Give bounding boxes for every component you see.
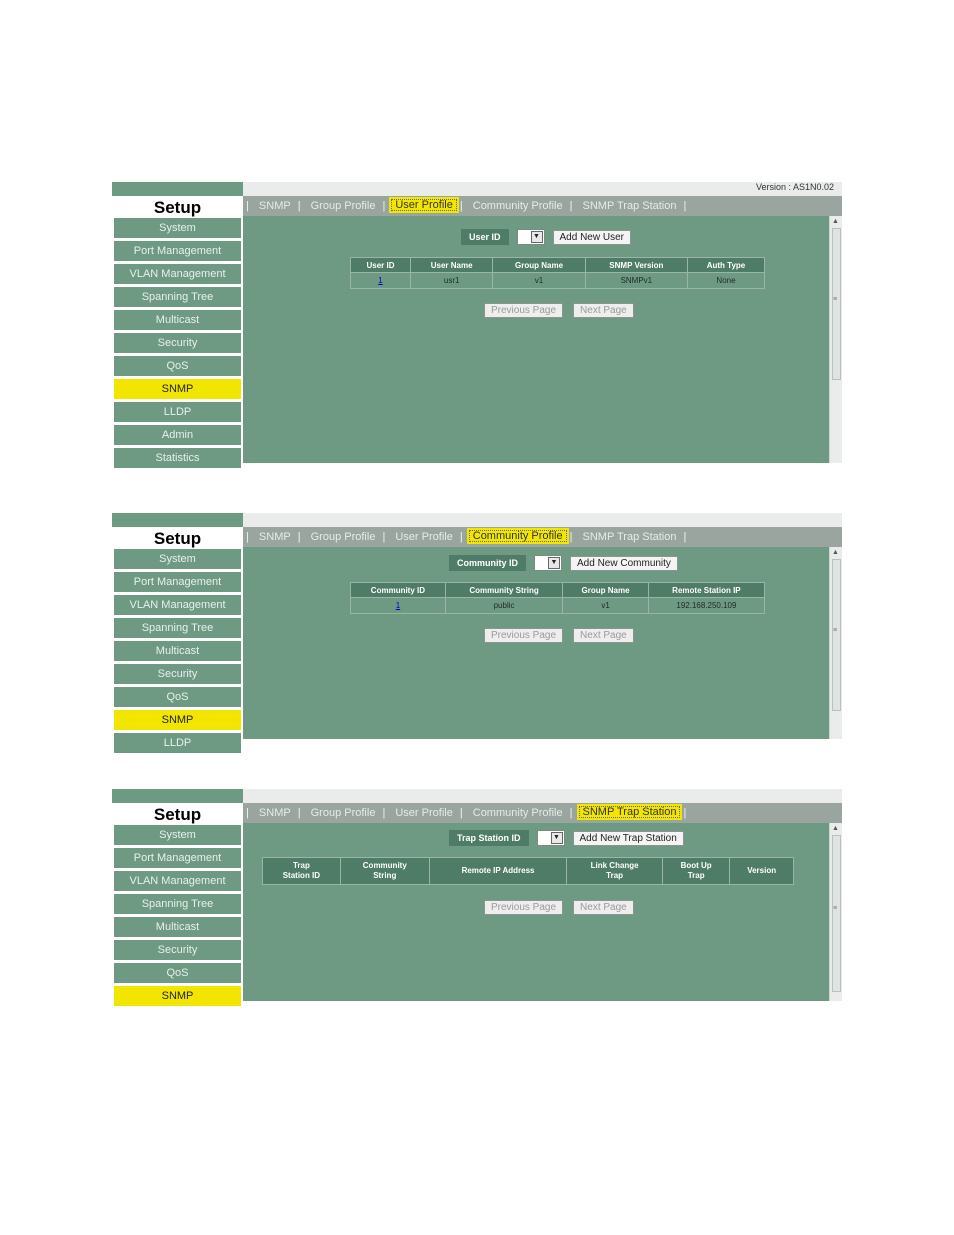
sidebar-item-vlan-management[interactable]: VLAN Management (114, 595, 241, 615)
user-id-select[interactable] (517, 229, 545, 245)
sidebar-item-qos[interactable]: QoS (114, 963, 241, 983)
table-row (351, 598, 765, 614)
sidebar-item-port-management[interactable]: Port Management (114, 241, 241, 261)
sidebar-item-multicast[interactable]: Multicast (114, 310, 241, 330)
top-strip (112, 513, 842, 527)
user-id-link[interactable]: 1 (378, 276, 383, 285)
community-table (350, 582, 765, 614)
scrollbar[interactable] (829, 547, 842, 739)
sidebar-item-admin[interactable]: Admin (114, 425, 241, 445)
community-id-label: Community ID (449, 555, 526, 571)
table-cell: public (445, 598, 562, 614)
sidebar-item-qos[interactable]: QoS (114, 687, 241, 707)
column-header: Remote IP Address (429, 858, 567, 885)
pager (484, 900, 634, 915)
user-id-label: User ID (461, 229, 509, 245)
sidebar-item-spanning-tree[interactable]: Spanning Tree (114, 618, 241, 638)
scroll-thumb[interactable] (832, 835, 841, 992)
panel-community-profile (112, 513, 842, 749)
sidebar-item-lldp[interactable]: LLDP (114, 733, 241, 753)
scroll-thumb[interactable] (832, 228, 841, 380)
top-strip (112, 789, 842, 803)
table-cell: v1 (563, 598, 649, 614)
chevron-down-icon: ▼ (548, 557, 560, 569)
sidebar (112, 196, 243, 463)
sidebar-item-system[interactable]: System (114, 825, 241, 845)
sidebar-title: Setup (112, 527, 243, 549)
tab-snmp[interactable]: SNMP (258, 531, 291, 543)
column-header: User ID (351, 258, 411, 273)
next-page-button[interactable]: Next Page (573, 628, 634, 643)
next-page-button[interactable]: Next Page (573, 303, 634, 318)
table-row (351, 273, 765, 289)
sidebar-item-port-management[interactable]: Port Management (114, 848, 241, 868)
chevron-down-icon: ▼ (551, 832, 563, 844)
scroll-up-icon[interactable]: ▲ (832, 825, 839, 832)
community-id-link[interactable]: 1 (395, 601, 401, 610)
sidebar-title: Setup (112, 196, 243, 218)
user-table (350, 257, 765, 289)
sidebar (112, 527, 243, 749)
tab-group-profile[interactable]: Group Profile (310, 531, 376, 543)
column-header: Link Change Trap (567, 858, 663, 885)
column-header: Group Name (563, 583, 649, 598)
sidebar-item-snmp[interactable]: SNMP (114, 710, 241, 730)
sidebar-item-security[interactable]: Security (114, 940, 241, 960)
content-area (243, 547, 830, 739)
trap-station-id-select[interactable] (537, 830, 565, 846)
user-id-row (461, 229, 631, 245)
sidebar-item-snmp[interactable]: SNMP (114, 379, 241, 399)
tab-snmp-trap-station[interactable]: SNMP Trap Station (582, 200, 677, 212)
tab-community-profile[interactable]: Community Profile (472, 807, 563, 819)
column-header: Remote Station IP (648, 583, 764, 598)
tab-bar: | SNMP | Group Profile | User Profile | Community Profile | SNMP Trap Station | (243, 196, 842, 216)
tab-snmp-trap-station[interactable]: SNMP Trap Station (577, 804, 683, 820)
grip-icon: ≡ (833, 296, 838, 303)
sidebar (112, 803, 243, 1001)
column-header: User Name (410, 258, 492, 273)
tab-user-profile[interactable]: User Profile (395, 807, 453, 819)
column-header: Community ID (351, 583, 446, 598)
scrollbar[interactable] (829, 216, 842, 463)
sidebar-item-spanning-tree[interactable]: Spanning Tree (114, 894, 241, 914)
content-area (243, 823, 830, 1001)
table-cell: v1 (493, 273, 585, 289)
version-label: Version : AS1N0.02 (755, 182, 834, 192)
column-header: Community String (340, 858, 429, 885)
table-cell: usr1 (410, 273, 492, 289)
panel-snmp-trap-station (112, 789, 842, 1001)
scroll-up-icon[interactable]: ▲ (832, 549, 839, 556)
add-new-user-button[interactable]: Add New User (553, 230, 631, 245)
table-cell: SNMPv1 (585, 273, 687, 289)
tab-bar: | SNMP | Group Profile | User Profile | Community Profile | SNMP Trap Station | (243, 527, 842, 547)
table-cell: 192.168.250.109 (648, 598, 764, 614)
trap-station-id-row (449, 830, 684, 846)
scroll-thumb[interactable] (832, 559, 841, 711)
sidebar-item-security[interactable]: Security (114, 333, 241, 353)
pager (484, 628, 634, 643)
tab-snmp[interactable]: SNMP (258, 200, 291, 212)
tab-group-profile[interactable]: Group Profile (310, 200, 376, 212)
sidebar-item-qos[interactable]: QoS (114, 356, 241, 376)
column-header: Auth Type (687, 258, 764, 273)
tab-community-profile[interactable]: Community Profile (472, 200, 563, 212)
tab-group-profile[interactable]: Group Profile (310, 807, 376, 819)
next-page-button[interactable]: Next Page (573, 900, 634, 915)
table-cell: None (687, 273, 764, 289)
community-id-row (449, 555, 678, 571)
scroll-up-icon[interactable]: ▲ (832, 218, 839, 225)
sidebar-item-security[interactable]: Security (114, 664, 241, 684)
tab-snmp[interactable]: SNMP (258, 807, 291, 819)
sidebar-item-spanning-tree[interactable]: Spanning Tree (114, 287, 241, 307)
sidebar-title: Setup (112, 803, 243, 825)
sidebar-item-multicast[interactable]: Multicast (114, 917, 241, 937)
sidebar-item-vlan-management[interactable]: VLAN Management (114, 264, 241, 284)
previous-page-button[interactable]: Previous Page (484, 628, 563, 643)
column-header: Version (730, 858, 794, 885)
column-header: Trap Station ID (263, 858, 341, 885)
column-header: Boot Up Trap (662, 858, 729, 885)
tab-bar: | SNMP | Group Profile | User Profile | Community Profile | SNMP Trap Station | (243, 803, 842, 823)
column-header: Community String (445, 583, 562, 598)
pager (484, 303, 634, 318)
community-id-select[interactable] (534, 555, 562, 571)
column-header: Group Name (493, 258, 585, 273)
sidebar-item-system[interactable]: System (114, 549, 241, 569)
sidebar-item-system[interactable]: System (114, 218, 241, 238)
tab-snmp-trap-station[interactable]: SNMP Trap Station (582, 531, 677, 543)
scrollbar[interactable] (829, 823, 842, 1001)
grip-icon: ≡ (833, 627, 838, 634)
previous-page-button[interactable]: Previous Page (484, 900, 563, 915)
column-header: SNMP Version (585, 258, 687, 273)
sidebar-item-port-management[interactable]: Port Management (114, 572, 241, 592)
grip-icon: ≡ (833, 905, 838, 912)
sidebar-item-multicast[interactable]: Multicast (114, 641, 241, 661)
trap-station-id-label: Trap Station ID (449, 830, 529, 846)
tab-community-profile[interactable]: Community Profile (467, 528, 569, 544)
sidebar-item-snmp[interactable]: SNMP (114, 986, 241, 1006)
tab-user-profile[interactable]: User Profile (389, 197, 458, 213)
add-new-community-button[interactable]: Add New Community (570, 556, 678, 571)
previous-page-button[interactable]: Previous Page (484, 303, 563, 318)
sidebar-item-vlan-management[interactable]: VLAN Management (114, 871, 241, 891)
sidebar-item-statistics[interactable]: Statistics (114, 448, 241, 468)
trap-station-table (262, 857, 794, 885)
add-new-trap-station-button[interactable]: Add New Trap Station (573, 831, 684, 846)
panel-user-profile (112, 182, 842, 463)
top-strip (112, 182, 842, 196)
sidebar-item-lldp[interactable]: LLDP (114, 402, 241, 422)
chevron-down-icon: ▼ (531, 231, 543, 243)
content-area (243, 216, 830, 463)
tab-user-profile[interactable]: User Profile (395, 531, 453, 543)
